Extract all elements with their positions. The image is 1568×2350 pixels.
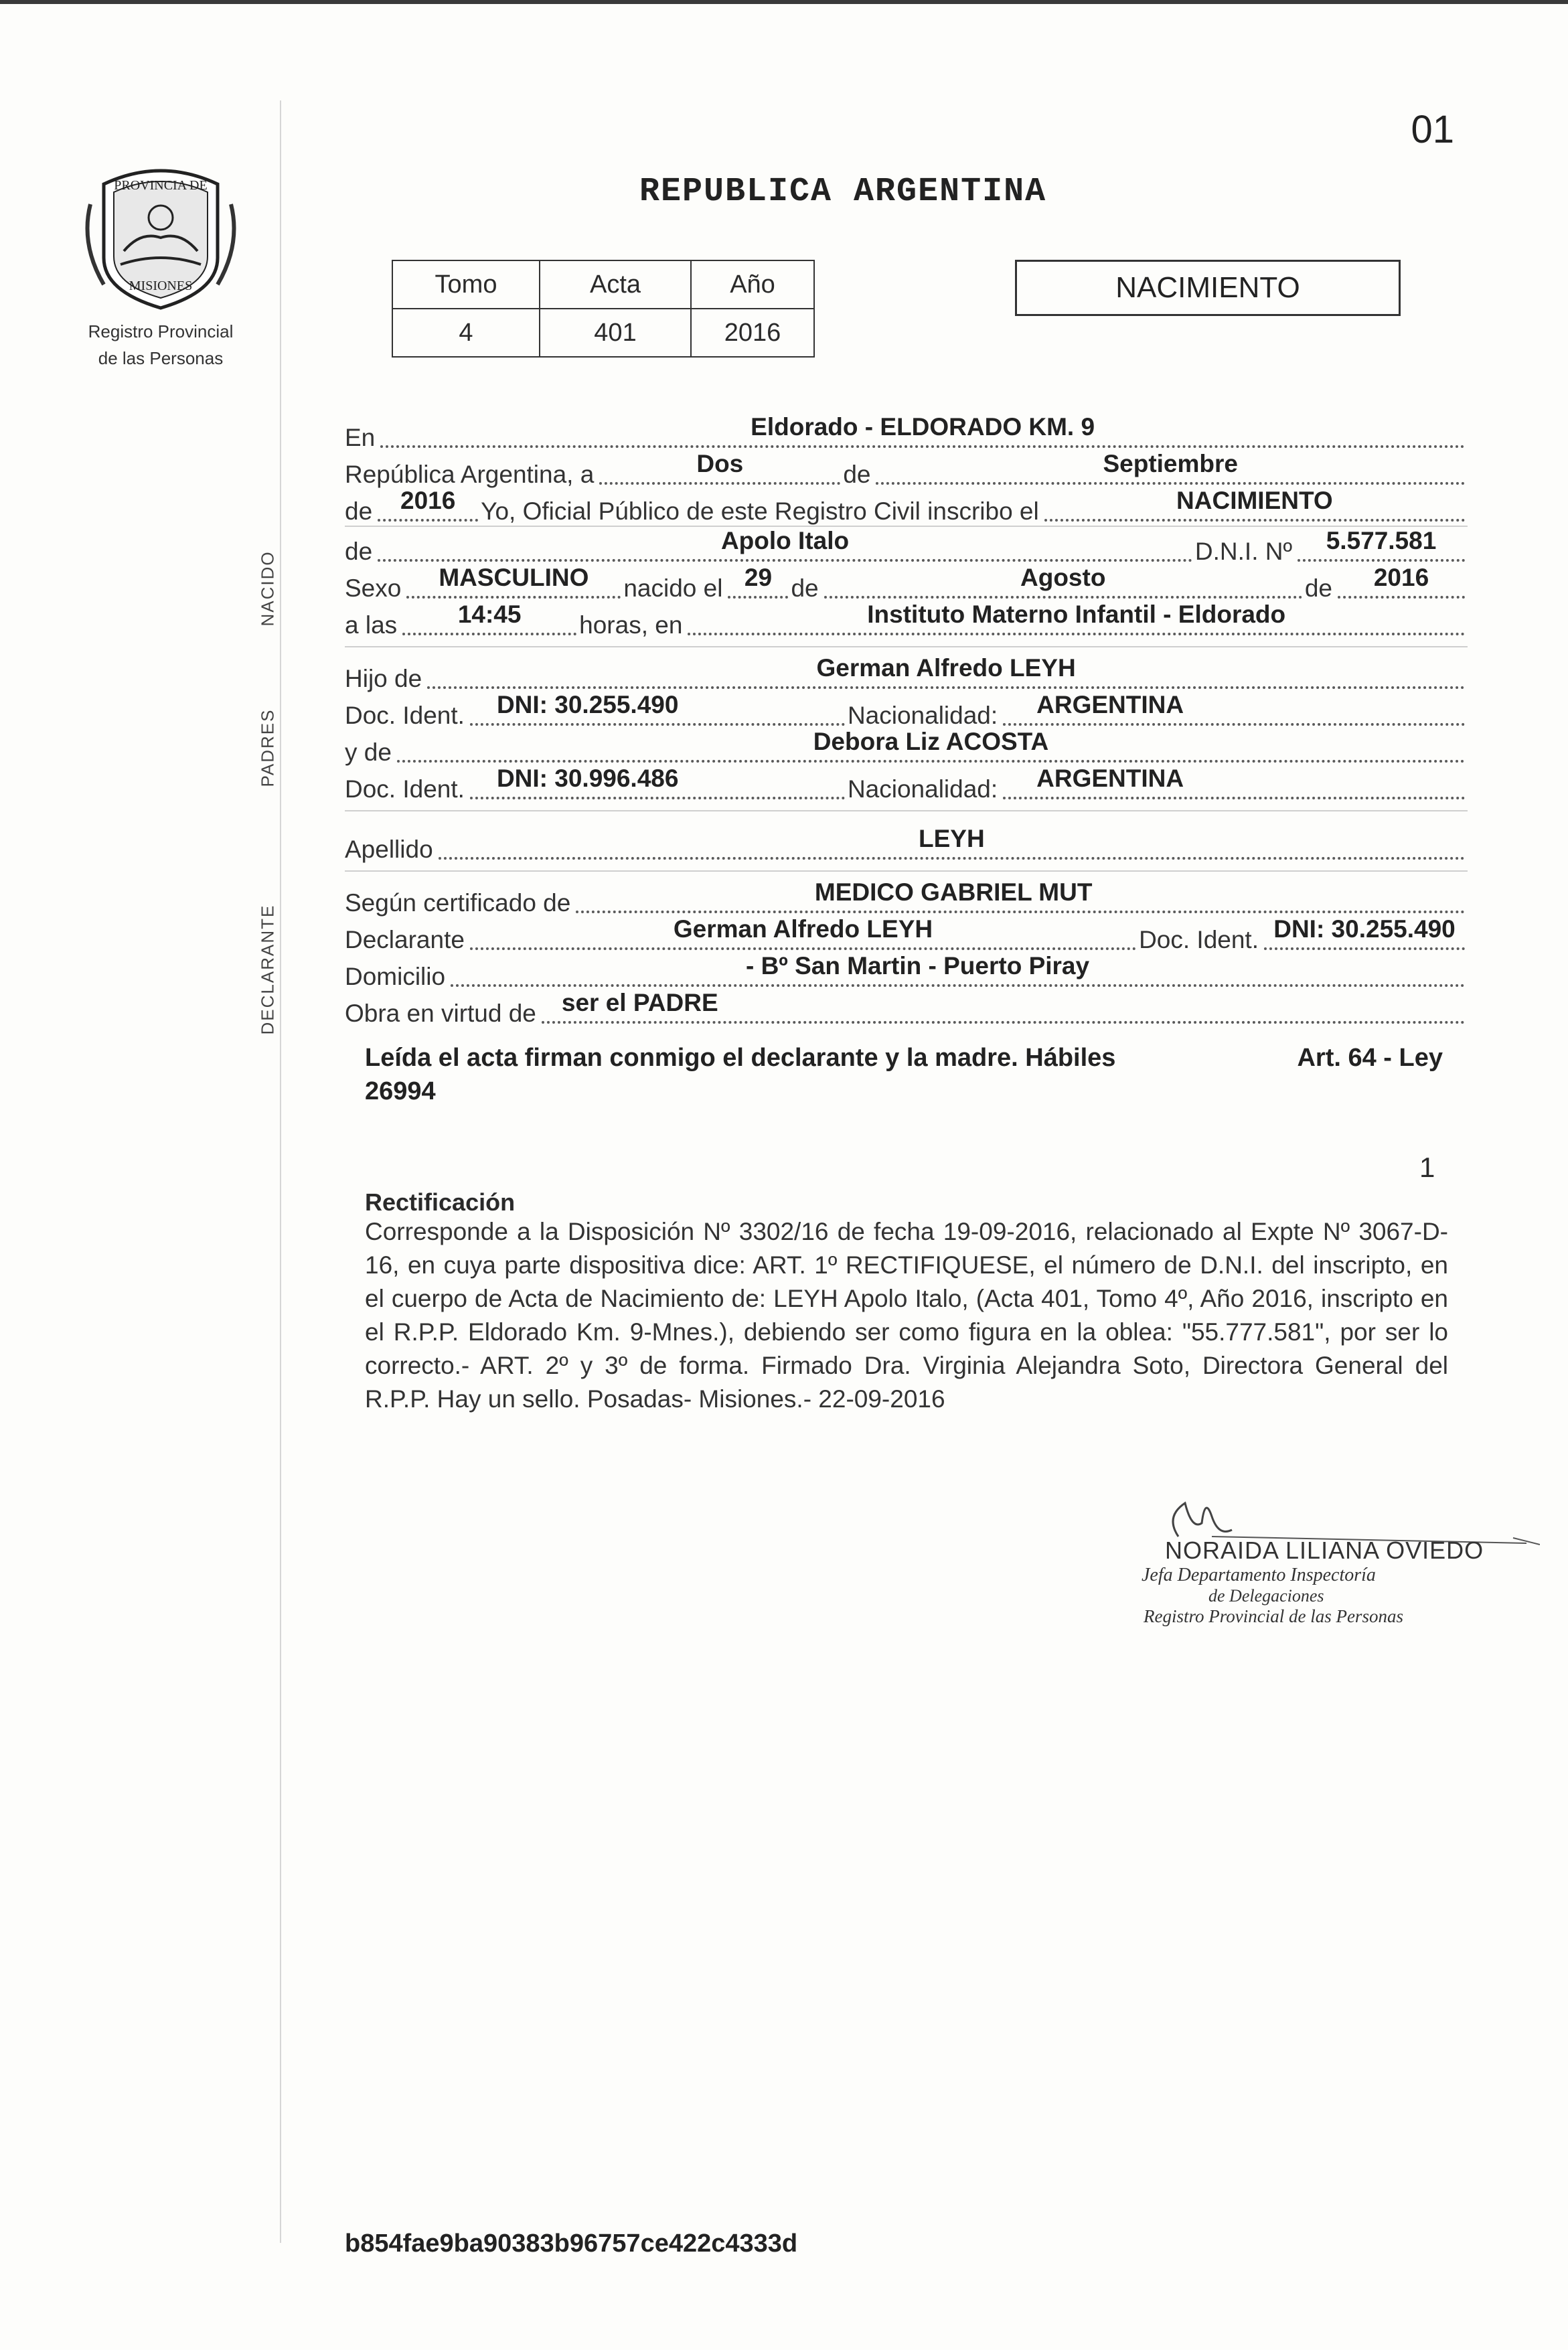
- day-value: Dos: [696, 450, 744, 477]
- logo-caption-2: de las Personas: [98, 348, 224, 368]
- logo-bottom-text: MISIONES: [129, 279, 193, 293]
- father-nationality-field: [1003, 692, 1465, 726]
- hijo-label: Hijo de: [345, 665, 422, 692]
- record-type-box: NACIMIENTO: [1015, 260, 1401, 316]
- yde-label: y de: [345, 738, 392, 766]
- surname-line: [345, 825, 1468, 864]
- year-value: 2016: [400, 487, 456, 514]
- mother-nac-label: Nacionalidad:: [847, 775, 998, 803]
- registry-header-row: [392, 260, 814, 309]
- document-hash: b854fae9ba90383b96757ce422c4333d: [345, 2229, 798, 2258]
- acta-value: 401: [540, 309, 691, 357]
- father-doc-value: DNI: 30.255.490: [496, 691, 679, 718]
- official-stamp: [1138, 1537, 1486, 1627]
- horas-label: horas, en: [579, 611, 683, 639]
- logo-caption-1: Registro Provincial: [88, 321, 234, 341]
- sex-value: MASCULINO: [439, 564, 589, 591]
- record-type-value: NACIMIENTO: [1176, 487, 1333, 514]
- time-field: [402, 602, 576, 635]
- closing-statement: [365, 1041, 1443, 1108]
- mother-nationality-field: [1003, 766, 1465, 799]
- dni-label: D.N.I. Nº: [1194, 538, 1292, 565]
- de-label: de: [843, 461, 871, 488]
- father-value: German Alfredo LEYH: [816, 654, 1076, 682]
- name-line: [345, 527, 1468, 566]
- mother-value: Debora Liz ACOSTA: [813, 728, 1049, 755]
- place-value: Eldorado - ELDORADO KM. 9: [751, 413, 1095, 441]
- address-value: - Bº San Martin - Puerto Piray: [745, 952, 1090, 980]
- section-divider: [345, 870, 1468, 872]
- declarant-doc-label: Doc. Ident.: [1139, 926, 1259, 953]
- anio-value: 2016: [691, 309, 814, 357]
- alas-label: a las: [345, 611, 398, 639]
- time-value: 14:45: [457, 601, 522, 628]
- year-field: [378, 488, 478, 522]
- section-divider: [345, 810, 1468, 811]
- nacido-side-label: NACIDO: [257, 550, 278, 627]
- birth-place-value: Instituto Materno Infantil - Eldorado: [867, 601, 1286, 628]
- virtue-line: [345, 989, 1468, 1028]
- stamp-line-2: Jefa Departamento Inspectoría: [1142, 1565, 1376, 1585]
- father-line: [345, 654, 1468, 693]
- certificate-value: MEDICO GABRIEL MUT: [814, 878, 1093, 906]
- father-field: [427, 655, 1465, 689]
- father-doc-label: Doc. Ident.: [345, 702, 465, 729]
- provincial-seal-icon: [84, 157, 238, 311]
- declarant-line: [345, 915, 1468, 954]
- birth-month-value: Agosto: [1020, 564, 1106, 591]
- tomo-value: 4: [392, 309, 540, 357]
- rectification-body: Corresponde a la Disposición Nº 3302/16 de fecha 19-09-2016, relacionado al Expte Nº 3067-D-16, en cuya parte dispositiva dice: ART. 1º RECTIFIQUESE, el número de D.N.I. del inscripto, en el cuerpo de Acta de Nacimiento de: LEYH Apolo Italo, (Acta 401, Tomo 4º, Año 2016, inscripto en el R.P.P. Eldorado Km. 9-Mnes.), debiendo ser como figura en la oblea: "55.777.581", por ser lo correcto.- ART. 2º y 3º de forma. Firmado Dra. Virginia Alejandra Soto, Directora General del R.P.P. Hay un sello. Posadas- Misiones.- 22-09-2016: [365, 1218, 1448, 1413]
- mother-field: [397, 729, 1465, 763]
- logo-top-text: PROVINCIA DE: [114, 178, 208, 193]
- declarant-doc-value: DNI: 30.255.490: [1273, 915, 1456, 943]
- declarant-value: German Alfredo LEYH: [673, 915, 933, 943]
- apellido-label: Apellido: [345, 836, 433, 863]
- nacido-label: nacido el: [623, 574, 723, 602]
- address-field: [451, 953, 1465, 987]
- record-type-field: [1044, 488, 1465, 522]
- document-title: REPUBLICA ARGENTINA: [639, 173, 1047, 211]
- father-nac-label: Nacionalidad:: [847, 702, 998, 729]
- de-year-label: de: [345, 497, 373, 525]
- sex-line: [345, 564, 1468, 603]
- declarante-side-label: DECLARANTE: [257, 904, 278, 1035]
- sex-field: [406, 565, 621, 599]
- tomo-label: Tomo: [392, 260, 540, 309]
- registry-value-row: [392, 309, 814, 357]
- surname-value: LEYH: [918, 825, 985, 852]
- de-birthyear-label: de: [1304, 574, 1332, 602]
- inscription-line: [345, 487, 1468, 526]
- top-border: [0, 0, 1568, 4]
- father-doc-field: [470, 692, 845, 726]
- section-divider: [345, 646, 1468, 647]
- address-line: [345, 952, 1468, 991]
- birth-year-value: 2016: [1373, 564, 1429, 591]
- dni-field: [1298, 528, 1465, 562]
- padres-side-label: PADRES: [257, 708, 278, 787]
- registry-table: [392, 260, 815, 358]
- closing-line-2: 26994: [365, 1077, 436, 1105]
- anio-label: Año: [691, 260, 814, 309]
- date-line: [345, 450, 1468, 489]
- declarant-doc-field: [1264, 917, 1465, 950]
- en-label: En: [345, 424, 376, 451]
- father-nationality-value: ARGENTINA: [1036, 691, 1184, 718]
- month-field: [876, 451, 1465, 485]
- birth-month-field: [824, 565, 1302, 599]
- acta-label: Acta: [540, 260, 691, 309]
- rectification-number: 1: [1419, 1152, 1435, 1183]
- mother-line: [345, 728, 1468, 767]
- closing-line-1: Leída el acta firman conmigo el declarante y la madre. Hábiles: [365, 1044, 1116, 1072]
- registry-logo: [74, 157, 248, 368]
- certificate-field: [576, 880, 1465, 913]
- page-number: 01: [1411, 108, 1454, 151]
- virtue-field: [542, 990, 1465, 1024]
- mother-doc-label: Doc. Ident.: [345, 775, 465, 803]
- father-doc-line: [345, 691, 1468, 730]
- name-value: Apolo Italo: [720, 527, 850, 554]
- de-name-label: de: [345, 538, 373, 565]
- virtue-value: ser el PADRE: [561, 989, 718, 1016]
- sexo-label: Sexo: [345, 574, 402, 602]
- closing-article: Art. 64 - Ley: [1297, 1044, 1443, 1072]
- domicilio-label: Domicilio: [345, 963, 446, 990]
- rectification-title: Rectificación: [365, 1188, 516, 1216]
- declarante-label: Declarante: [345, 926, 465, 953]
- birth-place-field: [688, 602, 1465, 635]
- birth-year-field: [1338, 565, 1465, 599]
- surname-field: [439, 826, 1465, 860]
- stamp-line-3: de Delegaciones: [1208, 1586, 1324, 1605]
- mother-doc-value: DNI: 30.996.486: [496, 765, 679, 792]
- certificate-line: [345, 878, 1468, 917]
- mother-nationality-value: ARGENTINA: [1036, 765, 1184, 792]
- margin-rule: [280, 100, 281, 2243]
- time-line: [345, 601, 1468, 639]
- month-value: Septiembre: [1103, 450, 1238, 477]
- mother-doc-line: [345, 765, 1468, 803]
- day-field: [599, 451, 840, 485]
- yo-text: Yo, Oficial Público de este Registro Civil inscribo el: [481, 497, 1039, 525]
- place-line: [345, 413, 1468, 452]
- segun-label: Según certificado de: [345, 889, 571, 917]
- declarant-field: [470, 917, 1136, 950]
- place-field: [380, 414, 1465, 448]
- stamp-line-4: Registro Provincial de las Personas: [1144, 1606, 1403, 1626]
- mother-doc-field: [470, 766, 845, 799]
- name-field: [378, 528, 1192, 562]
- dni-value: 5.577.581: [1326, 527, 1437, 554]
- stamp-name: NORAIDA LILIANA OVIEDO: [1165, 1537, 1484, 1564]
- birth-day-value: 29: [744, 564, 773, 591]
- birth-day-field: [728, 565, 788, 599]
- de-month-label: de: [791, 574, 819, 602]
- republica-label: República Argentina, a: [345, 461, 595, 488]
- obra-label: Obra en virtud de: [345, 1000, 536, 1027]
